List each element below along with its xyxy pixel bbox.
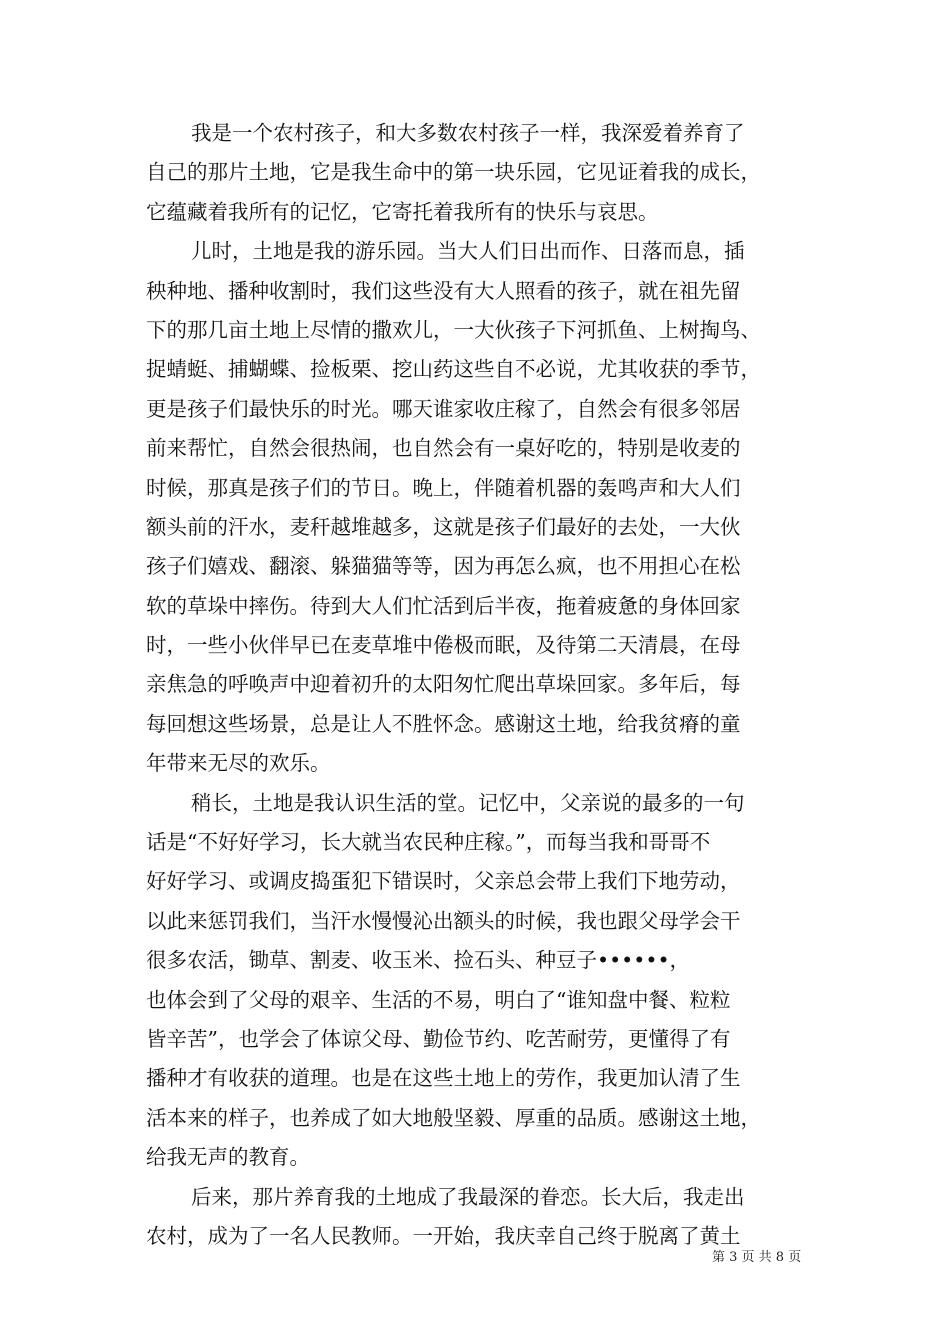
text-line: 农村，成为了一名人民教师。一开始，我庆幸自己终于脱离了黄土 <box>146 1223 741 1248</box>
text-line: 下的那几亩土地上尽情的撒欢儿，一大伙孩子下河抓鱼、上树掏鸟、 <box>146 317 761 342</box>
page-number-footer: 第 3 页 共 8 页 <box>712 1250 802 1265</box>
text-line: 前来帮忙，自然会很热闹，也自然会有一桌好吃的，特别是收麦的 <box>146 436 741 461</box>
paragraph-1 <box>146 114 808 232</box>
text-line: 时，一些小伙伴早已在麦草堆中倦极而眠，及待第二天清晨，在母 <box>146 633 741 658</box>
document-body <box>146 114 808 1256</box>
paragraph-2 <box>146 232 808 783</box>
text-line: 话是“不好好学习，长大就当农民种庄稼。”，而每当我和哥哥不 <box>146 830 711 855</box>
text-line: 年带来无尽的欢乐。 <box>146 751 331 776</box>
text-line: 时候，那真是孩子们的节日。晚上，伴随着机器的轰鸣声和大人们 <box>146 475 741 500</box>
paragraph-4 <box>146 1178 808 1257</box>
text-line: 额头前的汗水，麦秆越堆越多，这就是孩子们最好的去处，一大伙 <box>146 514 741 539</box>
text-line: 捉蜻蜓、捕蝴蝶、捡板栗、挖山药这些自不必说，尤其收获的季节， <box>146 357 761 382</box>
text-line: 孩子们嬉戏、翻滚、躲猫猫等等，因为再怎么疯，也不用担心在松 <box>146 554 741 579</box>
text-line: 以此来惩罚我们，当汗水慢慢沁出额头的时候，我也跟父母学会干 <box>146 908 741 933</box>
text-line: 很多农活，锄草、割麦、收玉米、捡石头、种豆子••••••， <box>146 948 691 973</box>
text-line: 它蕴藏着我所有的记忆，它寄托着我所有的快乐与哀思。 <box>146 199 659 224</box>
text-line: 儿时，土地是我的游乐园。当大人们日出而作、日落而息，插 <box>191 239 745 264</box>
text-line: 活本来的样子，也养成了如大地般坚毅、厚重的品质。感谢这土地， <box>146 1105 761 1130</box>
text-line: 软的草垛中摔伤。待到大人们忙活到后半夜，拖着疲惫的身体回家 <box>146 593 741 618</box>
text-line: 后来，那片养育我的土地成了我最深的眷恋。长大后，我走出 <box>191 1184 745 1209</box>
text-line: 给我无声的教育。 <box>146 1145 310 1170</box>
paragraph-3 <box>146 784 808 1178</box>
text-line: 我是一个农村孩子，和大多数农村孩子一样，我深爱着养育了 <box>191 121 745 145</box>
text-line: 亲焦急的呼唤声中迎着初升的太阳匆忙爬出草垛回家。多年后，每 <box>146 672 741 697</box>
text-line: 播种才有收获的道理。也是在这些土地上的劳作，我更加认清了生 <box>146 1066 741 1091</box>
text-line: 好好学习、或调皮捣蛋犯下错误时，父亲总会带上我们下地劳动， <box>146 869 741 894</box>
text-line: 秧种地、播种收割时，我们这些没有大人照看的孩子，就在祖先留 <box>146 278 741 303</box>
text-line: 自己的那片土地，它是我生命中的第一块乐园，它见证着我的成长， <box>146 160 761 185</box>
text-line: 皆辛苦”，也学会了体谅父母、勤俭节约、吃苦耐劳，更懂得了有 <box>146 1026 731 1051</box>
text-line: 也体会到了父母的艰辛、生活的不易，明白了“谁知盘中餐、粒粒 <box>146 987 731 1012</box>
text-line: 更是孩子们最快乐的时光。哪天谁家收庄稼了，自然会有很多邻居 <box>146 396 741 421</box>
text-line: 稍长，土地是我认识生活的堂。记忆中，父亲说的最多的一句 <box>191 790 745 815</box>
text-line: 每回想这些场景，总是让人不胜怀念。感谢这土地，给我贫瘠的童 <box>146 711 741 736</box>
